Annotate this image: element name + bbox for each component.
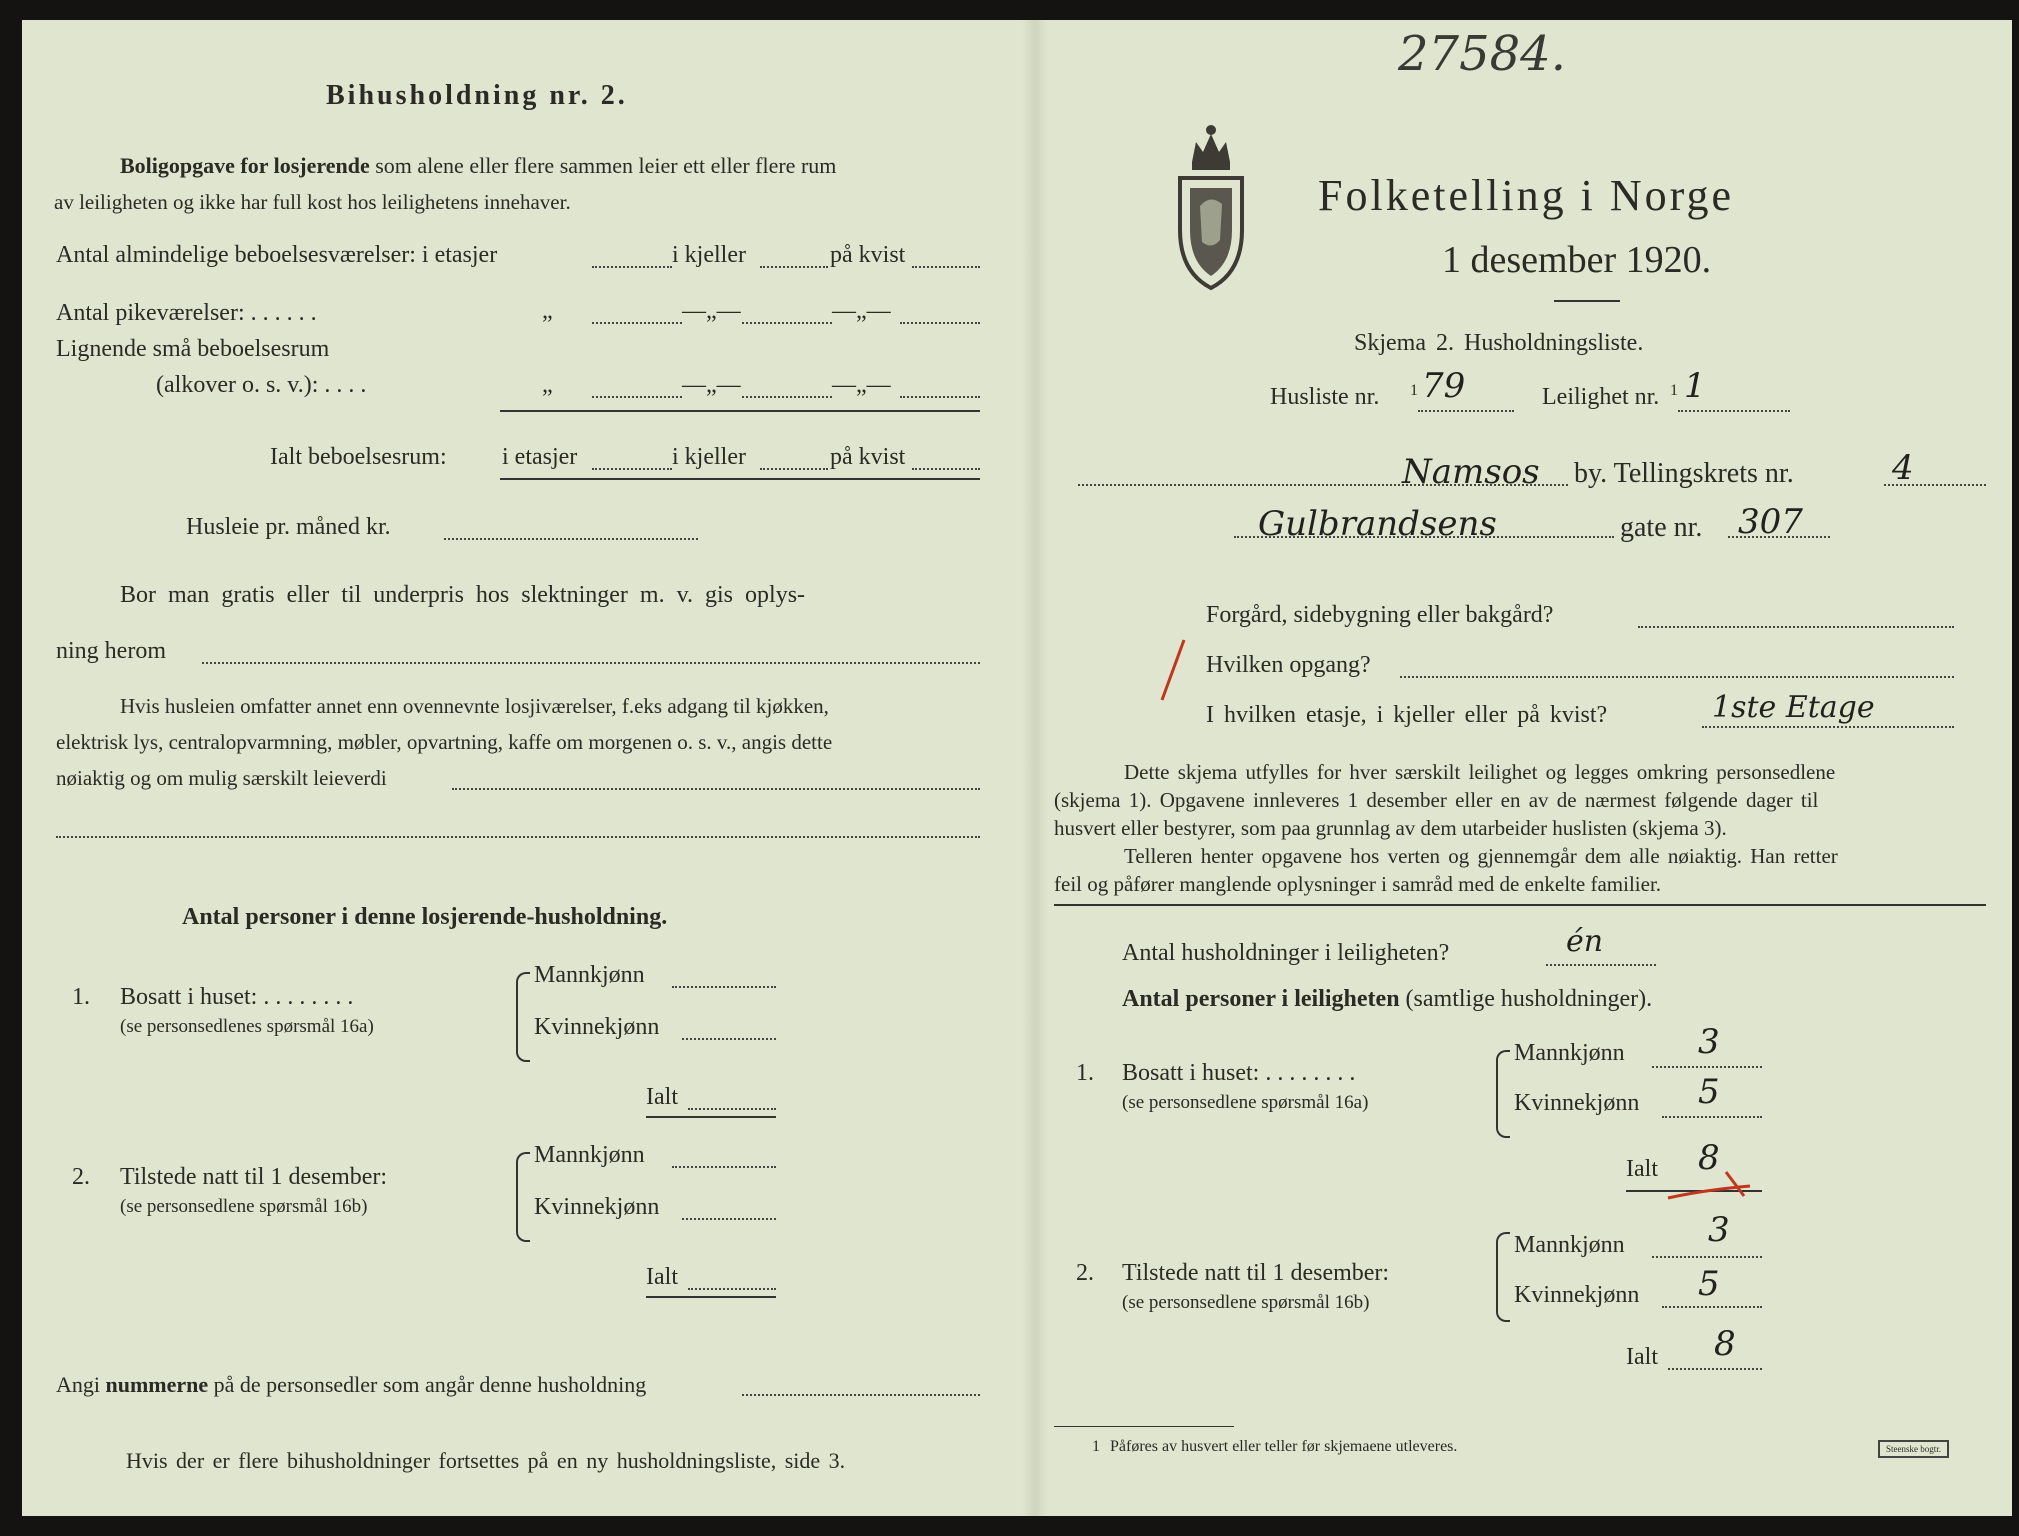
left-item2-ialt-label: Ialt xyxy=(646,1264,678,1290)
angi-pre: Angi xyxy=(56,1372,100,1397)
left-item1-kvinne-field[interactable] xyxy=(682,1038,776,1040)
hush-field[interactable] xyxy=(1546,964,1656,966)
right-item1-mann-value[interactable]: 3 xyxy=(1698,1022,1720,1062)
left-item2-label: Tilstede natt til 1 desember: xyxy=(120,1164,388,1190)
alkover-etasjer-field[interactable] xyxy=(592,396,682,398)
title-rule xyxy=(1554,300,1620,302)
left-item2-sub: (se personsedlene spørsmål 16b) xyxy=(120,1196,368,1217)
left-item2-mann-label: Mannkjønn xyxy=(534,1142,645,1168)
right-item1-mann-label: Mannkjønn xyxy=(1514,1040,1625,1066)
rooms-kvist-field[interactable] xyxy=(912,266,980,268)
left-item2-kvinne-field[interactable] xyxy=(682,1218,776,1220)
right-item2-num: 2. xyxy=(1076,1260,1094,1286)
etasje-value[interactable]: 1ste Etage xyxy=(1712,690,1875,725)
footnote-text: Påføres av husvert eller teller før skjemaene utleveres. xyxy=(1110,1438,1458,1455)
pike-ditto: „ xyxy=(542,298,553,324)
ialt-kvist-field[interactable] xyxy=(912,468,980,470)
right-item1-num: 1. xyxy=(1076,1060,1094,1086)
gate-name-field[interactable] xyxy=(1234,536,1614,538)
gate-nr-label: gate nr. xyxy=(1620,512,1703,543)
instruction-5: feil og påfører manglende oplysninger i samråd med de enkelte familier. xyxy=(1054,872,1662,896)
pike-kjeller-field[interactable] xyxy=(742,322,832,324)
left-item1-num: 1. xyxy=(72,984,90,1010)
hvis-line-3: nøiaktig og om mulig særskilt leieverdi xyxy=(56,766,387,790)
husleie-field[interactable] xyxy=(444,538,698,540)
right-item2-ialt-value[interactable]: 8 xyxy=(1714,1324,1736,1364)
left-persons-heading: Antal personer i denne losjerende-husholdning. xyxy=(182,904,668,930)
pike-label: Antal pikeværelser: . . . . . . xyxy=(56,300,317,326)
husliste-field[interactable] xyxy=(1418,410,1514,412)
intro-text-1: som alene eller flere sammen leier ett eller flere rum xyxy=(375,153,837,178)
rooms-sum-rule xyxy=(500,410,980,412)
left-item1-ialt-field[interactable] xyxy=(688,1108,776,1110)
lignende-label: Lignende små beboelsesrum xyxy=(56,336,330,362)
krets-field[interactable] xyxy=(1884,484,1986,486)
hush-value[interactable]: én xyxy=(1566,924,1604,959)
ialt-etasjer-field[interactable] xyxy=(592,468,672,470)
hvis-line-1: Hvis husleien omfatter annet enn ovennevnte losjiværelser, f.eks adgang til kjøkken, xyxy=(120,694,829,718)
right-item1-kvinne-label: Kvinnekjønn xyxy=(1514,1090,1640,1116)
left-item1-mann-label: Mannkjønn xyxy=(534,962,645,988)
etasje-label: I hvilken etasje, i kjeller eller på kvist? xyxy=(1206,702,1608,728)
angi-post: på de personsedler som angår denne husholdning xyxy=(213,1372,647,1397)
rooms-label: Antal almindelige beboelsesværelser: i etasjer xyxy=(56,242,498,268)
instruction-2: (skjema 1). Opgavene innleveres 1 desember eller en av de nærmest følgende dager til xyxy=(1054,788,1819,812)
right-item2-kvinne-label: Kvinnekjønn xyxy=(1514,1282,1640,1308)
rooms-etasjer-field[interactable] xyxy=(592,266,672,268)
ialt-rule xyxy=(500,478,980,480)
instruction-1: Dette skjema utfylles for hver særskilt leilighet og legges omkring personsedlene xyxy=(1124,760,1836,784)
left-item2-brace xyxy=(516,1152,530,1242)
instruction-3: husvert eller bestyrer, som paa grunnlag av dem utarbeider huslisten (skjema 3). xyxy=(1054,816,1727,840)
rooms-kjeller-field[interactable] xyxy=(760,266,828,268)
rooms-kvist-label: på kvist xyxy=(830,242,906,268)
right-item2-kvinne-value[interactable]: 5 xyxy=(1698,1264,1720,1304)
skjema-label: Skjema 2. Husholdningsliste. xyxy=(1354,330,1644,356)
left-item2-num: 2. xyxy=(72,1164,90,1190)
husleie-label: Husleie pr. måned kr. xyxy=(186,514,391,540)
etasje-field[interactable] xyxy=(1702,726,1954,728)
left-footer: Hvis der er flere bihusholdninger fortsettes på en ny husholdningsliste, side 3. xyxy=(126,1448,846,1473)
husliste-label: Husliste nr. xyxy=(1270,384,1380,410)
red-check-mark xyxy=(1158,638,1188,702)
alkover-label: (alkover o. s. v.): . . . . xyxy=(156,372,367,398)
right-item1-kvinne-field[interactable] xyxy=(1662,1116,1762,1118)
leieverdi-field[interactable] xyxy=(452,788,980,790)
alkover-kvist-field[interactable] xyxy=(900,396,980,398)
alkover-dash-1: —„— xyxy=(682,372,741,398)
gate-nr-field[interactable] xyxy=(1728,536,1830,538)
instruction-4: Telleren henter opgavene hos verten og gjennemgår dem alle nøiaktig. Han retter xyxy=(1124,844,1838,868)
left-item1-label: Bosatt i huset: . . . . . . . . xyxy=(120,984,354,1010)
krets-value[interactable]: 4 xyxy=(1892,448,1914,488)
left-item1-mann-field[interactable] xyxy=(672,986,776,988)
alkover-dash-2: —„— xyxy=(832,372,891,398)
ialt-kjeller-field[interactable] xyxy=(760,468,828,470)
gate-nr-value[interactable]: 307 xyxy=(1738,502,1803,542)
by-value[interactable]: Namsos xyxy=(1402,452,1540,492)
leilighet-field[interactable] xyxy=(1678,410,1790,412)
right-item2-kvinne-field[interactable] xyxy=(1662,1306,1762,1308)
right-item2-sub: (se personsedlene spørsmål 16b) xyxy=(1122,1292,1370,1313)
leilighet-sup: 1 xyxy=(1670,382,1678,399)
footnote-mark: 1 xyxy=(1092,1438,1100,1455)
leilighet-label: Leilighet nr. xyxy=(1542,384,1660,410)
coat-of-arms-icon xyxy=(1170,122,1252,294)
right-item1-label: Bosatt i huset: . . . . . . . . xyxy=(1122,1060,1356,1086)
alkover-ditto: „ xyxy=(542,372,553,398)
intro-bold: Boligopgave for losjerende xyxy=(120,153,370,178)
left-page-title: Bihusholdning nr. 2. xyxy=(326,80,628,111)
census-date: 1 desember 1920. xyxy=(1442,239,1712,281)
right-item2-ialt-label: Ialt xyxy=(1626,1344,1658,1370)
gratis-field[interactable] xyxy=(202,662,980,664)
gratis-line-2: ning herom xyxy=(56,638,166,664)
forgaard-field[interactable] xyxy=(1638,626,1954,628)
pike-kvist-field[interactable] xyxy=(900,322,980,324)
right-persons-heading-bold: Antal personer i leiligheten xyxy=(1122,986,1400,1012)
leilighet-value[interactable]: 1 xyxy=(1684,366,1706,406)
archive-number: 27584. xyxy=(1398,26,1566,82)
instructions-rule xyxy=(1054,904,1986,906)
ialt-kjeller-label: i kjeller xyxy=(672,444,746,470)
husliste-sup: 1 xyxy=(1410,382,1418,399)
pike-dash-2: —„— xyxy=(832,298,891,324)
left-item1-ialt-label: Ialt xyxy=(646,1084,678,1110)
left-item1-ialt-rule xyxy=(646,1116,776,1118)
left-item2-kvinne-label: Kvinnekjønn xyxy=(534,1194,660,1220)
gate-value[interactable]: Gulbrandsens xyxy=(1258,504,1497,544)
footnote-rule xyxy=(1054,1426,1234,1427)
left-item1-brace xyxy=(516,972,530,1062)
red-underline-mark xyxy=(1664,1166,1754,1206)
right-item2-label: Tilstede natt til 1 desember: xyxy=(1122,1260,1390,1286)
rooms-kjeller-label: i kjeller xyxy=(672,242,746,268)
ialt-kvist-label: på kvist xyxy=(830,444,906,470)
right-item2-mann-field[interactable] xyxy=(1652,1256,1762,1258)
pike-dash-1: —„— xyxy=(682,298,741,324)
opgang-label: Hvilken opgang? xyxy=(1206,652,1371,678)
by-krets-label: by. Tellingskrets nr. xyxy=(1574,458,1794,489)
hush-label: Antal husholdninger i leiligheten? xyxy=(1122,940,1450,966)
census-form-sheet xyxy=(22,20,2012,1516)
by-field[interactable] xyxy=(1078,484,1568,486)
left-item2-ialt-rule xyxy=(646,1296,776,1298)
right-item1-mann-field[interactable] xyxy=(1652,1066,1762,1068)
opgang-field[interactable] xyxy=(1400,676,1954,678)
ialt-rooms-label: Ialt beboelsesrum: xyxy=(270,444,447,470)
right-item1-ialt-value[interactable]: 8 xyxy=(1698,1138,1720,1178)
right-page-title: Folketelling i Norge xyxy=(1318,171,1735,220)
right-item1-kvinne-value[interactable]: 5 xyxy=(1698,1072,1720,1112)
husliste-value[interactable]: 79 xyxy=(1422,366,1466,406)
right-item2-ialt-field[interactable] xyxy=(1668,1368,1762,1370)
right-item2-brace xyxy=(1496,1232,1510,1322)
right-item1-ialt-label: Ialt xyxy=(1626,1156,1658,1182)
page-fold xyxy=(1022,20,1048,1516)
pike-etasjer-field[interactable] xyxy=(592,322,682,324)
right-item1-sub: (se personsedlene spørsmål 16a) xyxy=(1122,1092,1369,1113)
forgaard-label: Forgård, sidebygning eller bakgård? xyxy=(1206,602,1554,628)
alkover-kjeller-field[interactable] xyxy=(742,396,832,398)
intro-text-2: av leiligheten og ikke har full kost hos leilighetens innehaver. xyxy=(54,190,571,214)
right-item2-mann-value[interactable]: 3 xyxy=(1708,1210,1730,1250)
leieverdi-field-2[interactable] xyxy=(56,836,980,838)
right-persons-heading-rest: (samtlige husholdninger). xyxy=(1405,986,1653,1012)
hvis-line-2: elektrisk lys, centralopvarmning, møbler, opvartning, kaffe om morgenen o. s. v., angis dette xyxy=(56,730,833,754)
angi-bold: nummerne xyxy=(105,1372,209,1397)
right-item1-brace xyxy=(1496,1050,1510,1138)
angi-field[interactable] xyxy=(742,1394,980,1396)
left-item2-mann-field[interactable] xyxy=(672,1166,776,1168)
left-item1-sub: (se personsedlenes spørsmål 16a) xyxy=(120,1016,374,1037)
printer-stamp: Steenske bogtr. xyxy=(1878,1440,1949,1458)
gratis-line-1: Bor man gratis eller til underpris hos slektninger m. v. gis oplys- xyxy=(120,582,806,608)
left-item1-kvinne-label: Kvinnekjønn xyxy=(534,1014,660,1040)
right-item2-mann-label: Mannkjønn xyxy=(1514,1232,1625,1258)
ialt-etasjer-label: i etasjer xyxy=(502,444,578,470)
left-item2-ialt-field[interactable] xyxy=(688,1288,776,1290)
